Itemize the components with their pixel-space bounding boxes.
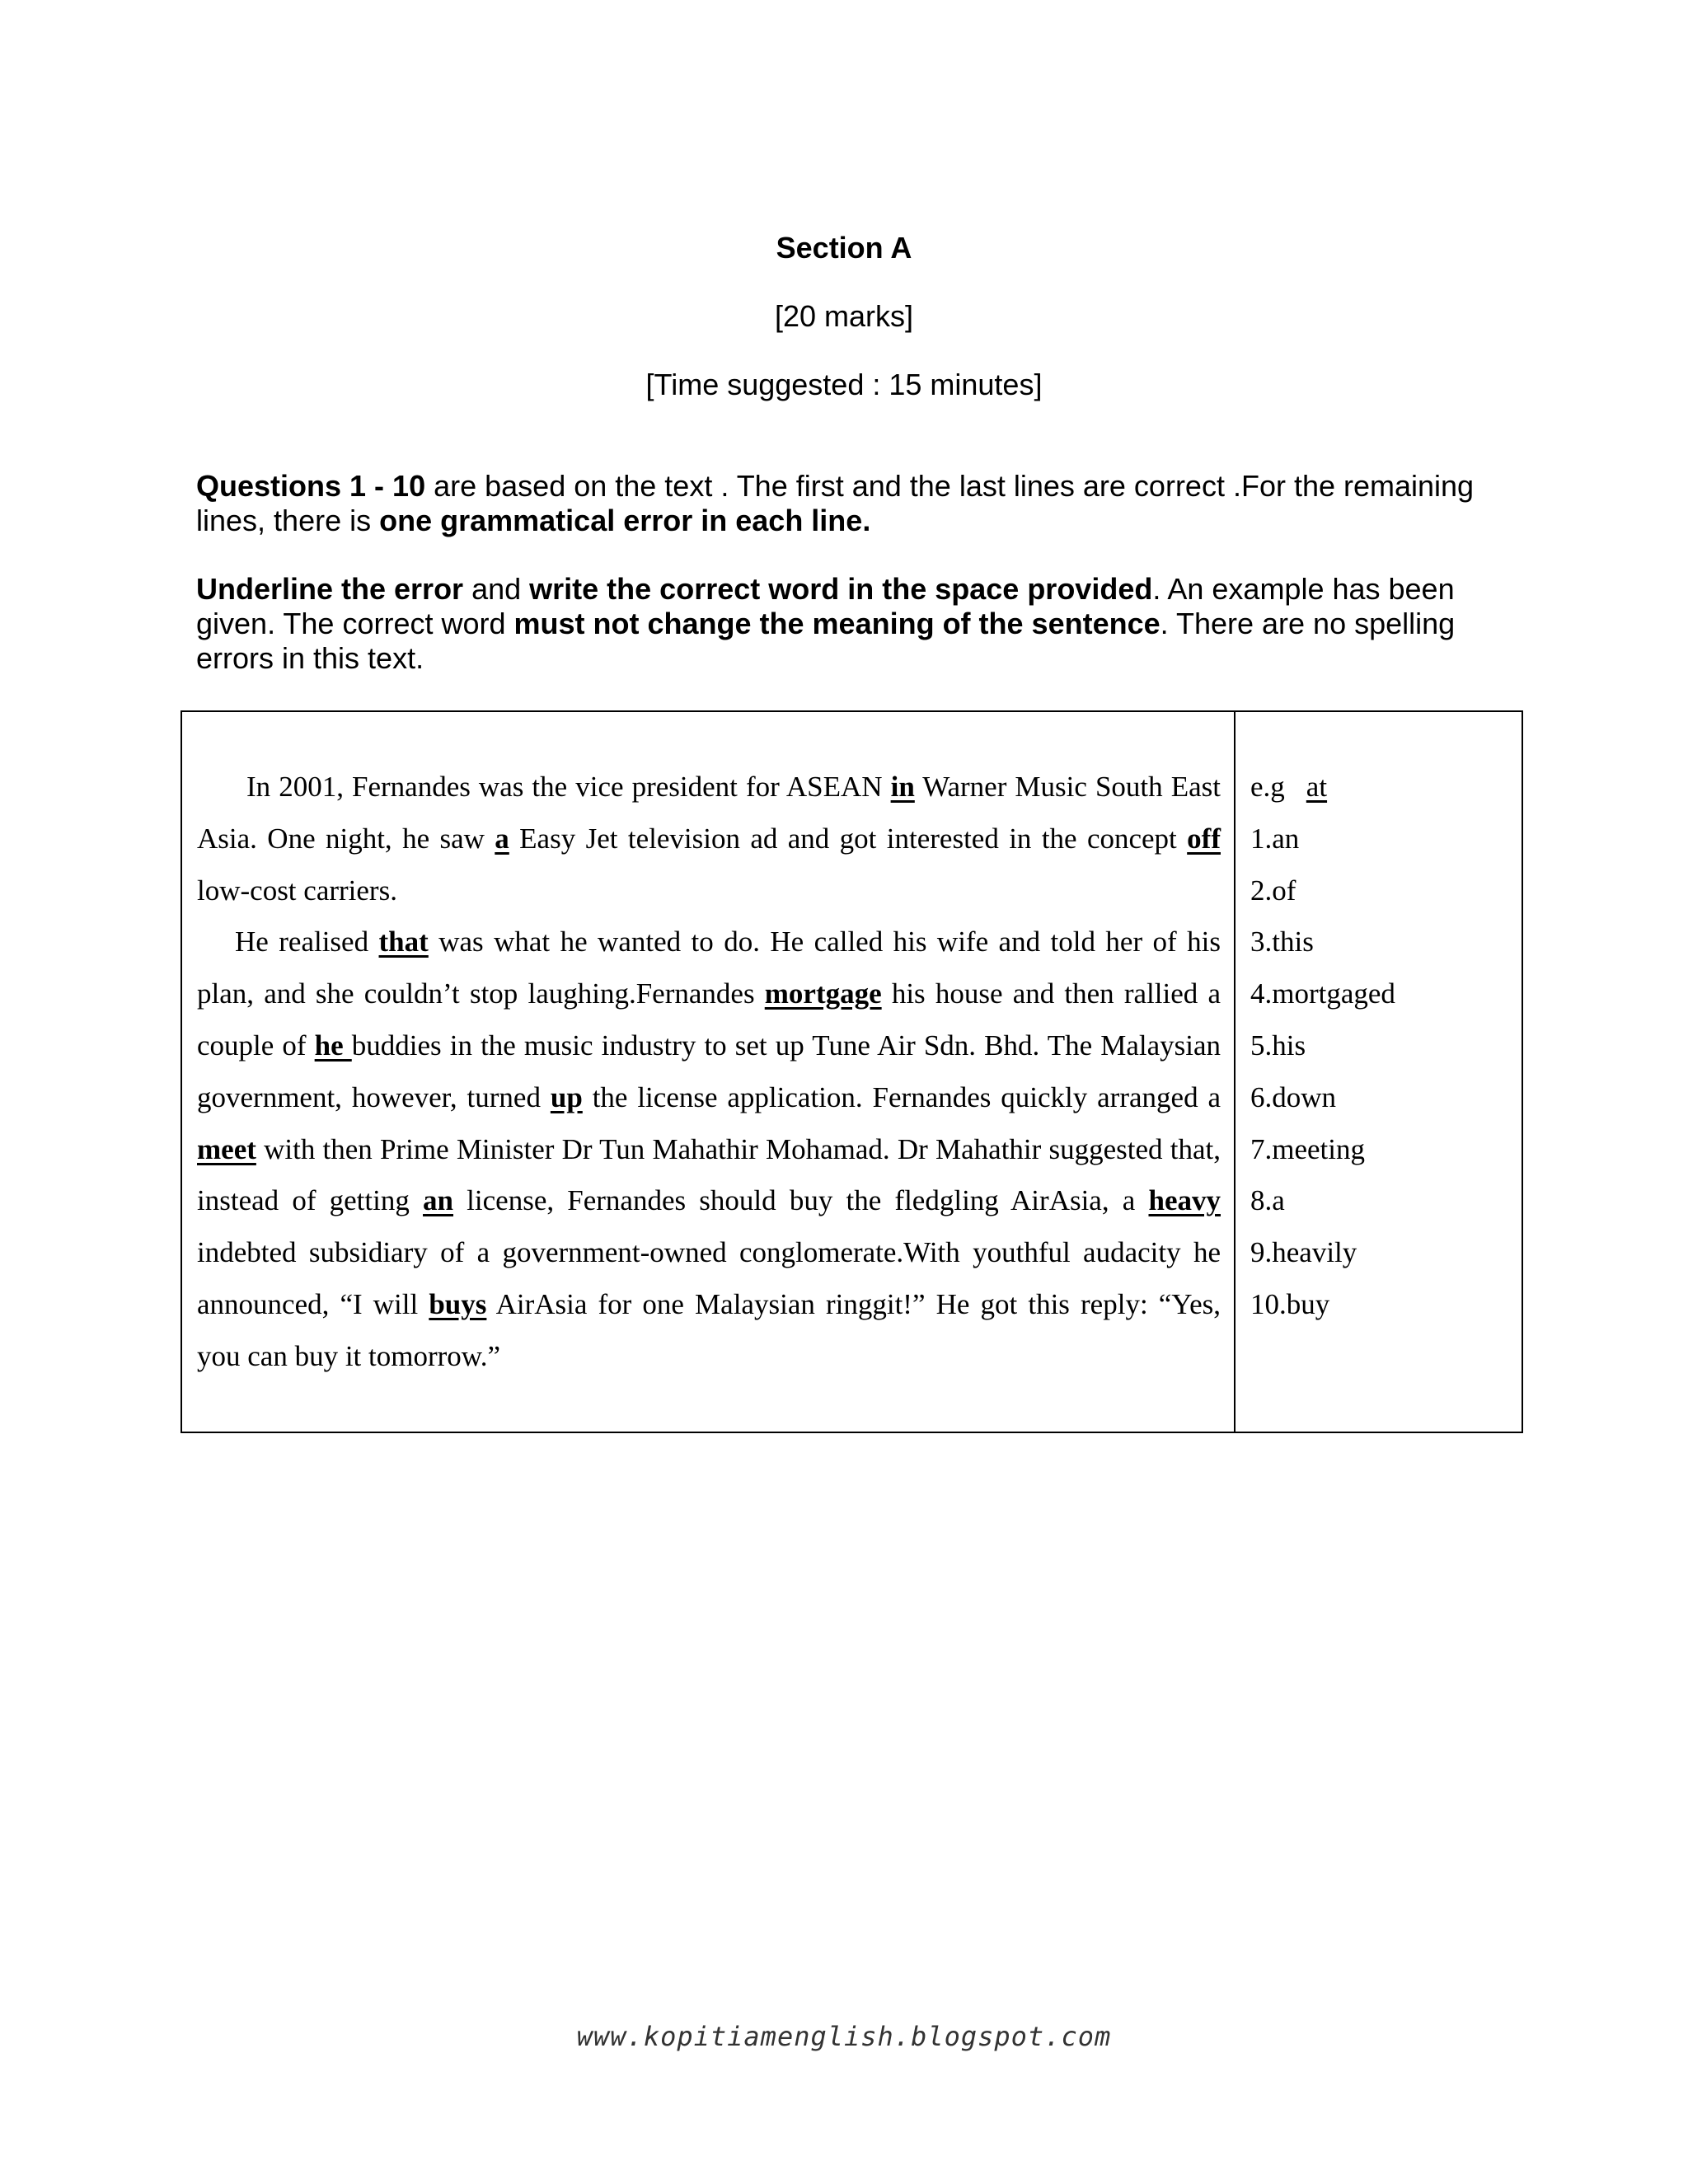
error-word: in	[890, 771, 915, 803]
instr-text: . There are no spelling errors in this text.	[196, 607, 1456, 675]
passage-text-segment: with then Prime Minister Dr Tun Mahathir Mohamad. Dr Mahathir suggested that, instead of getting	[197, 1132, 1221, 1217]
answer-item: 1.an	[1250, 822, 1300, 855]
instr-bold: Underline the error	[196, 572, 464, 606]
example-answer: at	[1306, 771, 1328, 803]
answer-item: 2.of	[1250, 874, 1296, 907]
passage-text-segment: indebted subsidiary of a government-owned conglomerate.With youthful audacity he announced, “I will	[197, 1236, 1221, 1320]
instr-bold: one grammatical error in each line.	[379, 504, 871, 537]
instr-text: . An example has been given. The correct word	[196, 572, 1455, 640]
example-label: e.g	[1250, 771, 1285, 803]
passage-text-segment: buddies in the music industry to set up Tune Air Sdn. Bhd. The Malaysian government, however, turned	[197, 1029, 1221, 1113]
passage-text-segment: AirAsia for one Malaysian ringgit!” He got this reply: “Yes, you can buy it tomorrow.”	[197, 1287, 1221, 1372]
footer-url: www.kopitiamenglish.blogspot.com	[576, 2021, 1112, 2052]
passage-text-segment: the license application. Fernandes quickly arranged a	[582, 1080, 1221, 1113]
answer-item: 10.buy	[1250, 1287, 1330, 1320]
error-word: up	[550, 1080, 583, 1113]
answer-item: 9.heavily	[1250, 1236, 1357, 1269]
answer-example	[1250, 762, 1395, 813]
passage-text-segment: He realised	[235, 926, 379, 958]
answer-item: 7.meeting	[1250, 1132, 1365, 1165]
instr-bold: must not change the meaning of the sentence	[513, 607, 1160, 640]
error-word: an	[423, 1184, 453, 1217]
passage-text-segment: was what he wanted to do. He called his wife and told her of his plan, and she couldn’t stop laughing.Fernandes	[197, 926, 1221, 1010]
answer-item: 5.his	[1250, 1029, 1306, 1062]
passage-text-segment: license, Fernandes should buy the fledgling AirAsia, a	[453, 1184, 1149, 1217]
error-word: that	[378, 926, 429, 958]
passage-text-segment: Warner Music South East Asia. One night, he saw	[197, 771, 1221, 855]
error-word: heavy	[1148, 1184, 1221, 1217]
passage-text	[197, 762, 1221, 1383]
instr-bold: Questions 1 - 10	[196, 469, 426, 503]
passage-text-segment: his house and then rallied a couple of	[197, 977, 1221, 1062]
error-word: mortgage	[764, 977, 882, 1010]
error-word: he	[314, 1029, 352, 1062]
answer-list	[1250, 762, 1395, 1331]
passage-column	[182, 712, 1236, 1432]
marks-label: [20 marks]	[774, 299, 914, 333]
error-word: buys	[429, 1287, 487, 1320]
error-word: a	[495, 822, 509, 855]
answer-item: 8.a	[1250, 1184, 1285, 1217]
passage-text-segment: Easy Jet television ad and got interested in the concept	[509, 822, 1188, 855]
passage-paragraph-2	[197, 916, 1221, 1382]
instr-text: and	[463, 572, 530, 606]
answer-item: 6.down	[1250, 1080, 1337, 1113]
passage-text-segment: In 2001, Fernandes was the vice president for ASEAN	[246, 771, 891, 803]
instructions-paragraph-1	[196, 469, 1531, 538]
section-title: Section A	[776, 231, 912, 265]
error-word: meet	[197, 1132, 256, 1165]
answer-item: 3.this	[1250, 926, 1314, 958]
time-suggested: [Time suggested : 15 minutes]	[645, 368, 1043, 401]
instr-bold: write the correct word in the space provided	[529, 572, 1153, 606]
instructions-paragraph-2	[196, 572, 1531, 676]
passage-text-segment: low-cost carriers.	[197, 874, 397, 907]
error-word: off	[1187, 822, 1221, 855]
answer-item: 4.mortgaged	[1250, 977, 1395, 1010]
passage-paragraph-1	[197, 762, 1221, 916]
answer-column	[1236, 712, 1523, 1432]
question-table	[181, 710, 1523, 1433]
instr-text: are based on the text . The first and the last lines are correct .For the remaining lines, there is	[196, 469, 1475, 537]
